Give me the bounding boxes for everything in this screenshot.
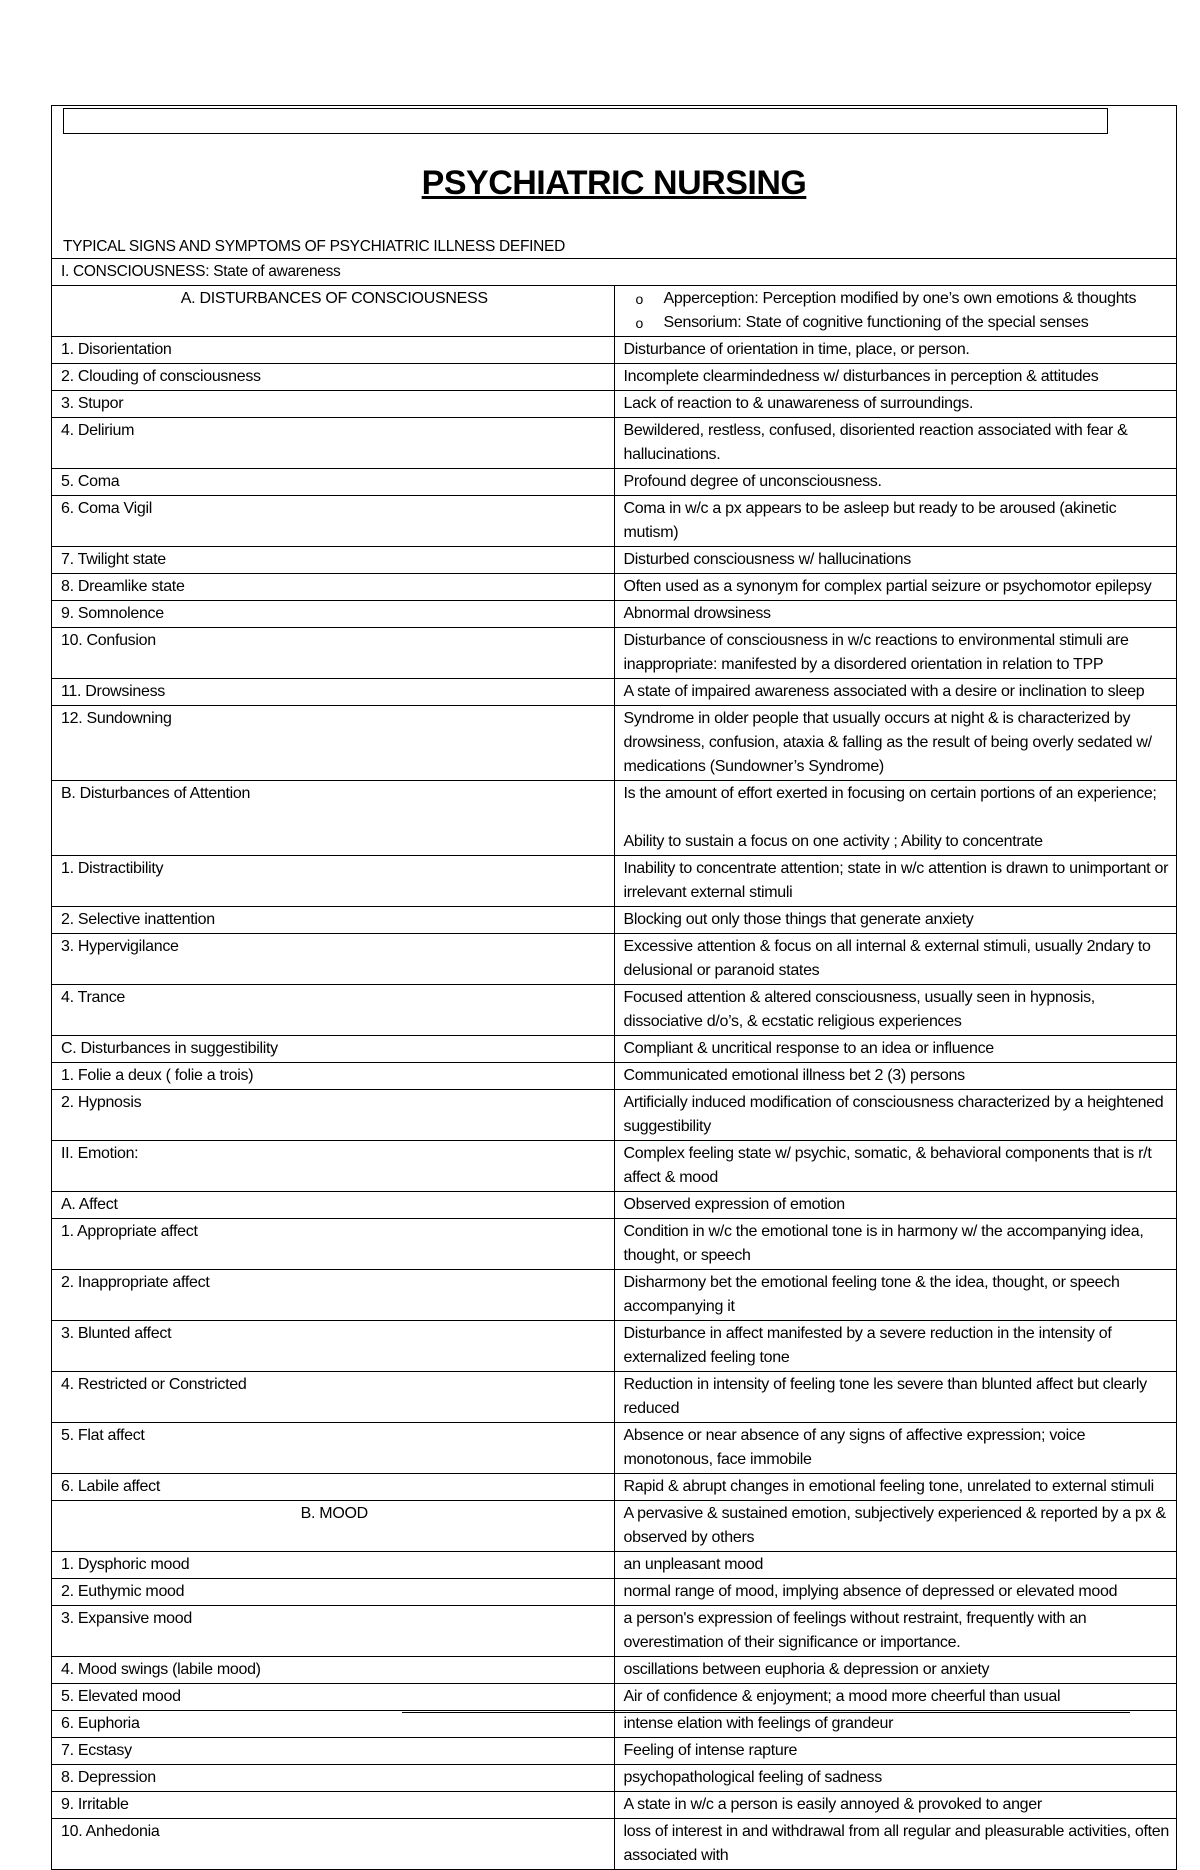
term-cell: 3. Blunted affect	[52, 1321, 615, 1372]
table-row	[52, 1792, 1177, 1819]
term-cell: C. Disturbances in suggestibility	[52, 1036, 615, 1063]
term-cell: 12. Sundowning	[52, 706, 615, 781]
term-cell: A. Affect	[52, 1192, 615, 1219]
table-row	[52, 1606, 1177, 1657]
table-row	[52, 1738, 1177, 1765]
table-row	[52, 391, 1177, 418]
table-row	[52, 1657, 1177, 1684]
term-cell: 1. Folie a deux ( folie a trois)	[52, 1063, 615, 1090]
term-cell: 5. Flat affect	[52, 1423, 615, 1474]
definition-cell: Often used as a synonym for complex partial seizure or psychomotor epilepsy	[614, 574, 1177, 601]
definition-cell: Complex feeling state w/ psychic, somatic, & behavioral components that is r/t affect & mood	[614, 1141, 1177, 1192]
term-cell: 4. Delirium	[52, 418, 615, 469]
table-row	[52, 934, 1177, 985]
term-cell: 2. Clouding of consciousness	[52, 364, 615, 391]
term-cell: 7. Twilight state	[52, 547, 615, 574]
group-label: A. DISTURBANCES OF CONSCIOUSNESS	[52, 286, 615, 337]
table-row	[52, 1270, 1177, 1321]
group-label: B. Disturbances of Attention	[52, 781, 615, 856]
table-row	[52, 601, 1177, 628]
table-row	[52, 418, 1177, 469]
attention-definition-1: Is the amount of effort exerted in focusing on certain portions of an experience;	[623, 785, 1157, 802]
term-cell: 7. Ecstasy	[52, 1738, 615, 1765]
table-row	[52, 1765, 1177, 1792]
table-row	[52, 907, 1177, 934]
page-subtitle: TYPICAL SIGNS AND SYMPTOMS OF PSYCHIATRIC ILLNESS DEFINED	[63, 238, 565, 255]
definition-cell: Disharmony bet the emotional feeling tone & the idea, thought, or speech accompanying it	[614, 1270, 1177, 1321]
table-row	[52, 547, 1177, 574]
term-cell: 1. Dysphoric mood	[52, 1552, 615, 1579]
table-row	[52, 1711, 1177, 1738]
table-row	[52, 469, 1177, 496]
group-definitions	[614, 286, 1177, 337]
group-row-mood	[52, 1501, 1177, 1552]
group-row-attention	[52, 781, 1177, 856]
table-row	[52, 985, 1177, 1036]
term-cell: 11. Drowsiness	[52, 679, 615, 706]
definition-cell: loss of interest in and withdrawal from all regular and pleasurable activities, often associated with	[614, 1819, 1177, 1870]
header-box	[51, 105, 1177, 258]
top-blank-field	[63, 108, 1108, 134]
table-row	[52, 1372, 1177, 1423]
term-cell: 2. Selective inattention	[52, 907, 615, 934]
term-cell: 9. Irritable	[52, 1792, 615, 1819]
document-page	[51, 105, 1177, 1870]
term-cell: 8. Depression	[52, 1765, 615, 1792]
table-row	[52, 496, 1177, 547]
table-row	[52, 856, 1177, 907]
definition-cell: normal range of mood, implying absence of depressed or elevated mood	[614, 1579, 1177, 1606]
definition-cell: A state in w/c a person is easily annoyed & provoked to anger	[614, 1792, 1177, 1819]
group-definition: A pervasive & sustained emotion, subjectively experienced & reported by a px & observed by others	[614, 1501, 1177, 1552]
term-cell: 4. Restricted or Constricted	[52, 1372, 615, 1423]
table-row	[52, 1552, 1177, 1579]
definition-cell: Abnormal drowsiness	[614, 601, 1177, 628]
table-row	[52, 1423, 1177, 1474]
definition-cell: Disturbance of orientation in time, place, or person.	[614, 337, 1177, 364]
table-row	[52, 1063, 1177, 1090]
table-row	[52, 1474, 1177, 1501]
term-cell: 6. Labile affect	[52, 1474, 615, 1501]
definition-cell: Disturbed consciousness w/ hallucinations	[614, 547, 1177, 574]
definition-cell: Excessive attention & focus on all internal & external stimuli, usually 2ndary to delusional or paranoid states	[614, 934, 1177, 985]
table-row	[52, 679, 1177, 706]
definition-cell: Syndrome in older people that usually occurs at night & is characterized by drowsiness, confusion, ataxia & falling as the result of being overly sedated w/ medications (Sundowner’s Syndrome)	[614, 706, 1177, 781]
terms-table	[51, 258, 1177, 1870]
definition-cell: Observed expression of emotion	[614, 1192, 1177, 1219]
bullet-apperception: o Apperception: Perception modified by one’s own emotions & thoughts	[664, 287, 1171, 311]
definition-cell: Compliant & uncritical response to an idea or influence	[614, 1036, 1177, 1063]
definition-cell: Incomplete clearmindedness w/ disturbances in perception & attitudes	[614, 364, 1177, 391]
attention-definition-2: Ability to sustain a focus on one activity ; Ability to concentrate	[623, 833, 1043, 850]
definition-cell: Absence or near absence of any signs of affective expression; voice monotonous, face immobile	[614, 1423, 1177, 1474]
term-cell: 9. Somnolence	[52, 601, 615, 628]
table-row	[52, 337, 1177, 364]
definition-cell: Lack of reaction to & unawareness of surroundings.	[614, 391, 1177, 418]
bullet-sensorium: o Sensorium: State of cognitive functioning of the special senses	[664, 311, 1171, 335]
definition-cell: oscillations between euphoria & depression or anxiety	[614, 1657, 1177, 1684]
table-row	[52, 1219, 1177, 1270]
definition-cell: psychopathological feeling of sadness	[614, 1765, 1177, 1792]
definition-cell: Rapid & abrupt changes in emotional feeling tone, unrelated to external stimuli	[614, 1474, 1177, 1501]
definition-cell: Air of confidence & enjoyment; a mood more cheerful than usual	[614, 1684, 1177, 1711]
group-label: B. MOOD	[52, 1501, 615, 1552]
term-cell: 10. Confusion	[52, 628, 615, 679]
definition-cell: Disturbance of consciousness in w/c reactions to environmental stimuli are inappropriate: manifested by a disordered orientation in relation to TPP	[614, 628, 1177, 679]
term-cell: 1. Distractibility	[52, 856, 615, 907]
group-row-consciousness	[52, 286, 1177, 337]
definition-cell: Artificially induced modification of consciousness characterized by a heightened suggestibility	[614, 1090, 1177, 1141]
definition-cell: Coma in w/c a px appears to be asleep but ready to be aroused (akinetic mutism)	[614, 496, 1177, 547]
definition-cell: intense elation with feelings of grandeur	[614, 1711, 1177, 1738]
table-row	[52, 628, 1177, 679]
term-cell: 6. Euphoria	[52, 1711, 615, 1738]
definition-cell: Condition in w/c the emotional tone is in harmony w/ the accompanying idea, thought, or speech	[614, 1219, 1177, 1270]
group-definition	[614, 781, 1177, 856]
definition-cell: Bewildered, restless, confused, disoriented reaction associated with fear & hallucinations.	[614, 418, 1177, 469]
term-cell: 2. Euthymic mood	[52, 1579, 615, 1606]
definition-cell: Communicated emotional illness bet 2 (3) persons	[614, 1063, 1177, 1090]
definition-cell: A state of impaired awareness associated with a desire or inclination to sleep	[614, 679, 1177, 706]
table-row	[52, 364, 1177, 391]
table-row	[52, 1579, 1177, 1606]
definition-cell: Focused attention & altered consciousness, usually seen in hypnosis, dissociative d/o’s, & ecstatic religious experiences	[614, 985, 1177, 1036]
term-cell: 3. Stupor	[52, 391, 615, 418]
term-cell: 4. Mood swings (labile mood)	[52, 1657, 615, 1684]
section-heading: I. CONSCIOUSNESS: State of awareness	[52, 259, 1177, 286]
term-cell: 10. Anhedonia	[52, 1819, 615, 1870]
definition-cell: Blocking out only those things that generate anxiety	[614, 907, 1177, 934]
term-cell: 3. Expansive mood	[52, 1606, 615, 1657]
term-cell: 6. Coma Vigil	[52, 496, 615, 547]
term-cell: 1. Disorientation	[52, 337, 615, 364]
term-cell: 1. Appropriate affect	[52, 1219, 615, 1270]
term-cell: 5. Coma	[52, 469, 615, 496]
table-row	[52, 1819, 1177, 1870]
term-cell: 2. Hypnosis	[52, 1090, 615, 1141]
table-row	[52, 1036, 1177, 1063]
table-row	[52, 1090, 1177, 1141]
definition-cell: Reduction in intensity of feeling tone les severe than blunted affect but clearly reduced	[614, 1372, 1177, 1423]
term-cell: 4. Trance	[52, 985, 615, 1036]
term-cell: 8. Dreamlike state	[52, 574, 615, 601]
term-cell: II. Emotion:	[52, 1141, 615, 1192]
table-row	[52, 1684, 1177, 1711]
table-row	[52, 1192, 1177, 1219]
table-row	[52, 1321, 1177, 1372]
page-title: PSYCHIATRIC NURSING	[421, 164, 807, 202]
footer-rule	[402, 1712, 1130, 1713]
section-row-consciousness	[52, 259, 1177, 286]
table-row	[52, 574, 1177, 601]
definition-cell: Disturbance in affect manifested by a severe reduction in the intensity of externalized feeling tone	[614, 1321, 1177, 1372]
table-row	[52, 1141, 1177, 1192]
term-cell: 3. Hypervigilance	[52, 934, 615, 985]
definition-cell: a person's expression of feelings without restraint, frequently with an overestimation of their significance or importance.	[614, 1606, 1177, 1657]
definition-cell: an unpleasant mood	[614, 1552, 1177, 1579]
definition-cell: Inability to concentrate attention; state in w/c attention is drawn to unimportant or irrelevant external stimuli	[614, 856, 1177, 907]
definition-cell: Feeling of intense rapture	[614, 1738, 1177, 1765]
table-row	[52, 706, 1177, 781]
term-cell: 2. Inappropriate affect	[52, 1270, 615, 1321]
term-cell: 5. Elevated mood	[52, 1684, 615, 1711]
definition-cell: Profound degree of unconsciousness.	[614, 469, 1177, 496]
